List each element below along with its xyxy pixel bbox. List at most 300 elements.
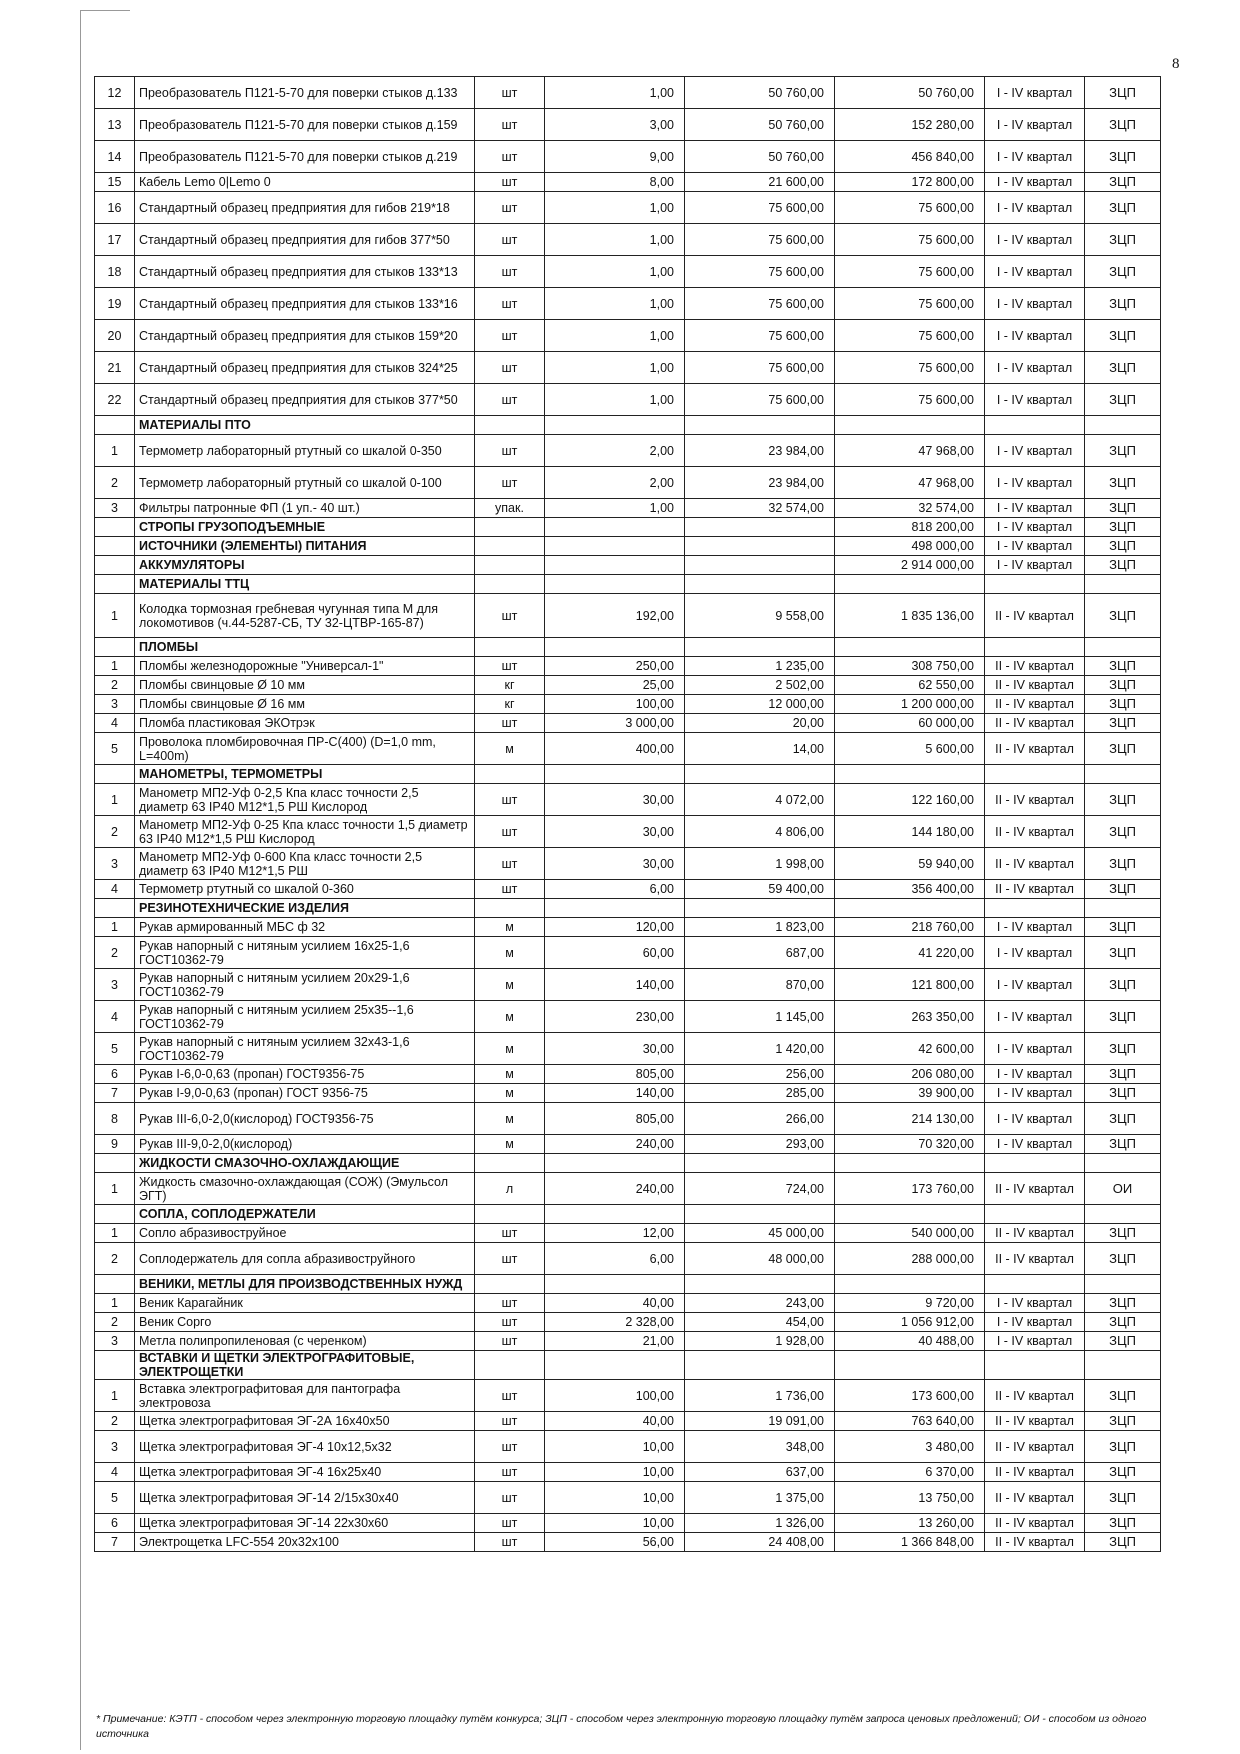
cell-total-sum: 32 574,00	[835, 499, 985, 518]
cell-unit: шт	[475, 224, 545, 256]
cell-row-number: 5	[95, 733, 135, 765]
section-row	[95, 518, 1161, 537]
cell-total-sum: 75 600,00	[835, 384, 985, 416]
cell-item-name: Щетка электрографитовая ЭГ-2А 16х40х50	[135, 1412, 475, 1431]
table-row	[95, 1412, 1161, 1431]
cell-unit-price: 1 235,00	[685, 657, 835, 676]
cell-delivery-period: II - IV квартал	[985, 1173, 1085, 1205]
cell-unit-price: 1 928,00	[685, 1332, 835, 1351]
cell-item-name: Вставка электрографитовая для пантографа электровоза	[135, 1380, 475, 1412]
cell-total-sum: 13 260,00	[835, 1514, 985, 1533]
cell-item-name: Стандартный образец предприятия для стыков 133*13	[135, 256, 475, 288]
table-row	[95, 1294, 1161, 1313]
cell-unit: м	[475, 1001, 545, 1033]
cell-delivery-period: II - IV квартал	[985, 1431, 1085, 1463]
cell-purchase-method: ЗЦП	[1085, 320, 1161, 352]
cell-total-sum	[835, 638, 985, 657]
cell-purchase-method: ЗЦП	[1085, 1084, 1161, 1103]
cell-purchase-method	[1085, 1351, 1161, 1380]
cell-row-number	[95, 638, 135, 657]
cell-delivery-period: I - IV квартал	[985, 192, 1085, 224]
cell-unit-price: 45 000,00	[685, 1224, 835, 1243]
cell-unit-price	[685, 518, 835, 537]
cell-delivery-period	[985, 575, 1085, 594]
cell-purchase-method	[1085, 1275, 1161, 1294]
cell-unit-price: 1 375,00	[685, 1482, 835, 1514]
cell-purchase-method: ЗЦП	[1085, 192, 1161, 224]
cell-unit	[475, 537, 545, 556]
cell-total-sum: 172 800,00	[835, 173, 985, 192]
cell-delivery-period: II - IV квартал	[985, 733, 1085, 765]
cell-item-name: Рукав напорный с нитяным усилием 25х35--1,6 ГОСТ10362-79	[135, 1001, 475, 1033]
cell-purchase-method: ЗЦП	[1085, 657, 1161, 676]
cell-unit: шт	[475, 594, 545, 638]
cell-unit: кг	[475, 695, 545, 714]
cell-quantity	[545, 416, 685, 435]
cell-quantity: 1,00	[545, 499, 685, 518]
cell-item-name: ЖИДКОСТИ СМАЗОЧНО-ОХЛАЖДАЮЩИЕ	[135, 1154, 475, 1173]
cell-purchase-method: ЗЦП	[1085, 1001, 1161, 1033]
cell-delivery-period: I - IV квартал	[985, 918, 1085, 937]
cell-quantity: 100,00	[545, 1380, 685, 1412]
cell-unit: шт	[475, 435, 545, 467]
cell-total-sum: 47 968,00	[835, 467, 985, 499]
cell-unit-price: 50 760,00	[685, 109, 835, 141]
table-body	[95, 77, 1161, 1552]
cell-unit	[475, 1351, 545, 1380]
cell-unit: шт	[475, 1514, 545, 1533]
cell-item-name: Термометр ртутный со шкалой 0-360	[135, 880, 475, 899]
cell-quantity: 10,00	[545, 1463, 685, 1482]
cell-delivery-period: II - IV квартал	[985, 848, 1085, 880]
cell-item-name: Соплодержатель для сопла абразивоструйного	[135, 1243, 475, 1275]
cell-row-number: 1	[95, 1294, 135, 1313]
cell-unit-price: 48 000,00	[685, 1243, 835, 1275]
procurement-table	[94, 76, 1161, 1552]
cell-total-sum: 70 320,00	[835, 1135, 985, 1154]
cell-quantity: 1,00	[545, 192, 685, 224]
cell-delivery-period: I - IV квартал	[985, 1294, 1085, 1313]
cell-item-name: Сопло абразивоструйное	[135, 1224, 475, 1243]
cell-row-number: 1	[95, 1380, 135, 1412]
cell-delivery-period: I - IV квартал	[985, 1135, 1085, 1154]
cell-purchase-method: ЗЦП	[1085, 937, 1161, 969]
cell-quantity: 2,00	[545, 467, 685, 499]
table-row	[95, 695, 1161, 714]
cell-row-number: 1	[95, 435, 135, 467]
cell-item-name: Преобразователь П121-5-70 для поверки стыков д.159	[135, 109, 475, 141]
cell-purchase-method: ЗЦП	[1085, 784, 1161, 816]
cell-unit	[475, 899, 545, 918]
cell-unit: м	[475, 1103, 545, 1135]
cell-row-number: 18	[95, 256, 135, 288]
cell-item-name: Жидкость смазочно-охлаждающая (СОЖ) (Эмульсол ЭГТ)	[135, 1173, 475, 1205]
table-row	[95, 1533, 1161, 1552]
cell-unit-price: 21 600,00	[685, 173, 835, 192]
cell-item-name: Колодка тормозная гребневая чугунная типа М для локомотивов (ч.44-5287-СБ, ТУ 32-ЦТВР-165-87)	[135, 594, 475, 638]
table-row	[95, 384, 1161, 416]
cell-row-number: 6	[95, 1514, 135, 1533]
cell-total-sum: 356 400,00	[835, 880, 985, 899]
cell-row-number	[95, 1351, 135, 1380]
cell-unit	[475, 1275, 545, 1294]
cell-delivery-period: II - IV квартал	[985, 816, 1085, 848]
cell-delivery-period: I - IV квартал	[985, 256, 1085, 288]
cell-unit: м	[475, 969, 545, 1001]
table-row	[95, 467, 1161, 499]
cell-item-name: Рукав III-6,0-2,0(кислород) ГОСТ9356-75	[135, 1103, 475, 1135]
cell-unit: упак.	[475, 499, 545, 518]
cell-purchase-method	[1085, 899, 1161, 918]
cell-row-number: 4	[95, 1001, 135, 1033]
cell-unit: шт	[475, 173, 545, 192]
cell-delivery-period	[985, 416, 1085, 435]
cell-row-number: 7	[95, 1533, 135, 1552]
cell-unit-price: 50 760,00	[685, 141, 835, 173]
scan-edge-top	[80, 10, 130, 11]
cell-quantity: 1,00	[545, 77, 685, 109]
cell-total-sum: 818 200,00	[835, 518, 985, 537]
section-row	[95, 1154, 1161, 1173]
cell-row-number: 1	[95, 594, 135, 638]
cell-total-sum: 75 600,00	[835, 288, 985, 320]
cell-row-number: 9	[95, 1135, 135, 1154]
table-row	[95, 1103, 1161, 1135]
table-row	[95, 77, 1161, 109]
cell-row-number: 3	[95, 1332, 135, 1351]
cell-purchase-method: ЗЦП	[1085, 537, 1161, 556]
cell-total-sum: 288 000,00	[835, 1243, 985, 1275]
cell-unit	[475, 638, 545, 657]
cell-purchase-method: ЗЦП	[1085, 695, 1161, 714]
cell-total-sum	[835, 899, 985, 918]
cell-quantity: 240,00	[545, 1173, 685, 1205]
cell-quantity: 240,00	[545, 1135, 685, 1154]
section-row	[95, 537, 1161, 556]
cell-unit-price	[685, 1351, 835, 1380]
cell-row-number	[95, 518, 135, 537]
cell-total-sum: 152 280,00	[835, 109, 985, 141]
table-row	[95, 848, 1161, 880]
cell-unit: шт	[475, 714, 545, 733]
cell-item-name: Стандартный образец предприятия для стыков 133*16	[135, 288, 475, 320]
cell-quantity: 1,00	[545, 384, 685, 416]
cell-item-name: Щетка электрографитовая ЭГ-4 10х12,5х32	[135, 1431, 475, 1463]
cell-delivery-period: II - IV квартал	[985, 714, 1085, 733]
cell-unit: шт	[475, 77, 545, 109]
cell-unit-price: 32 574,00	[685, 499, 835, 518]
cell-quantity	[545, 765, 685, 784]
cell-purchase-method: ЗЦП	[1085, 1482, 1161, 1514]
cell-unit: м	[475, 918, 545, 937]
cell-quantity: 60,00	[545, 937, 685, 969]
cell-unit: м	[475, 1084, 545, 1103]
table-row	[95, 816, 1161, 848]
cell-unit: шт	[475, 384, 545, 416]
cell-unit: шт	[475, 141, 545, 173]
table-row	[95, 657, 1161, 676]
cell-purchase-method: ЗЦП	[1085, 141, 1161, 173]
cell-row-number: 14	[95, 141, 135, 173]
cell-unit: шт	[475, 1412, 545, 1431]
cell-delivery-period: II - IV квартал	[985, 784, 1085, 816]
cell-total-sum: 1 056 912,00	[835, 1313, 985, 1332]
cell-delivery-period: II - IV квартал	[985, 657, 1085, 676]
cell-purchase-method: ЗЦП	[1085, 1514, 1161, 1533]
cell-item-name: Щетка электрографитовая ЭГ-14 22х30х60	[135, 1514, 475, 1533]
cell-quantity: 120,00	[545, 918, 685, 937]
cell-row-number: 17	[95, 224, 135, 256]
cell-purchase-method: ЗЦП	[1085, 1243, 1161, 1275]
table-row	[95, 499, 1161, 518]
cell-delivery-period: I - IV квартал	[985, 969, 1085, 1001]
cell-item-name: ВСТАВКИ И ЩЕТКИ ЭЛЕКТРОГРАФИТОВЫЕ, ЭЛЕКТРОЩЕТКИ	[135, 1351, 475, 1380]
cell-quantity: 8,00	[545, 173, 685, 192]
cell-quantity: 30,00	[545, 784, 685, 816]
table-row	[95, 1332, 1161, 1351]
cell-row-number: 3	[95, 695, 135, 714]
cell-unit-price: 23 984,00	[685, 467, 835, 499]
cell-total-sum: 122 160,00	[835, 784, 985, 816]
cell-purchase-method: ЗЦП	[1085, 499, 1161, 518]
cell-total-sum: 42 600,00	[835, 1033, 985, 1065]
cell-unit-price: 348,00	[685, 1431, 835, 1463]
cell-purchase-method: ЗЦП	[1085, 384, 1161, 416]
cell-item-name: Стандартный образец предприятия для стыков 159*20	[135, 320, 475, 352]
cell-unit	[475, 1154, 545, 1173]
cell-purchase-method: ЗЦП	[1085, 256, 1161, 288]
cell-purchase-method	[1085, 416, 1161, 435]
cell-unit-price	[685, 638, 835, 657]
cell-purchase-method: ЗЦП	[1085, 1135, 1161, 1154]
cell-total-sum: 498 000,00	[835, 537, 985, 556]
cell-total-sum: 40 488,00	[835, 1332, 985, 1351]
cell-delivery-period: I - IV квартал	[985, 499, 1085, 518]
cell-item-name: Кабель Lemo 0|Lemo 0	[135, 173, 475, 192]
cell-item-name: Пломбы свинцовые Ø 16 мм	[135, 695, 475, 714]
cell-unit: шт	[475, 848, 545, 880]
cell-total-sum: 60 000,00	[835, 714, 985, 733]
cell-unit-price: 1 326,00	[685, 1514, 835, 1533]
cell-quantity: 6,00	[545, 880, 685, 899]
table-row	[95, 1001, 1161, 1033]
cell-unit: м	[475, 733, 545, 765]
cell-total-sum: 308 750,00	[835, 657, 985, 676]
cell-purchase-method: ЗЦП	[1085, 518, 1161, 537]
cell-purchase-method: ЗЦП	[1085, 918, 1161, 937]
cell-quantity: 3,00	[545, 109, 685, 141]
cell-unit-price: 75 600,00	[685, 192, 835, 224]
cell-row-number: 4	[95, 880, 135, 899]
cell-purchase-method	[1085, 1154, 1161, 1173]
cell-item-name: Пломбы свинцовые Ø 10 мм	[135, 676, 475, 695]
cell-quantity: 6,00	[545, 1243, 685, 1275]
cell-purchase-method: ЗЦП	[1085, 848, 1161, 880]
cell-unit: шт	[475, 1313, 545, 1332]
cell-total-sum	[835, 1205, 985, 1224]
cell-delivery-period: I - IV квартал	[985, 109, 1085, 141]
cell-unit: шт	[475, 1294, 545, 1313]
cell-quantity: 2,00	[545, 435, 685, 467]
cell-total-sum: 1 200 000,00	[835, 695, 985, 714]
table-row	[95, 733, 1161, 765]
cell-unit-price: 75 600,00	[685, 320, 835, 352]
cell-unit: шт	[475, 1332, 545, 1351]
cell-delivery-period	[985, 1275, 1085, 1294]
cell-quantity: 230,00	[545, 1001, 685, 1033]
cell-item-name: Стандартный образец предприятия для гибов 219*18	[135, 192, 475, 224]
cell-delivery-period	[985, 1154, 1085, 1173]
cell-item-name: СОПЛА, СОПЛОДЕРЖАТЕЛИ	[135, 1205, 475, 1224]
cell-unit: л	[475, 1173, 545, 1205]
cell-purchase-method	[1085, 1205, 1161, 1224]
section-row	[95, 1351, 1161, 1380]
cell-row-number	[95, 765, 135, 784]
cell-total-sum: 173 760,00	[835, 1173, 985, 1205]
cell-purchase-method: ЗЦП	[1085, 816, 1161, 848]
table-row	[95, 1135, 1161, 1154]
cell-delivery-period: II - IV квартал	[985, 1243, 1085, 1275]
cell-item-name: АККУМУЛЯТОРЫ	[135, 556, 475, 575]
cell-quantity	[545, 556, 685, 575]
cell-purchase-method: ЗЦП	[1085, 1065, 1161, 1084]
table-row	[95, 435, 1161, 467]
cell-total-sum: 6 370,00	[835, 1463, 985, 1482]
cell-delivery-period: II - IV квартал	[985, 1380, 1085, 1412]
cell-quantity	[545, 1154, 685, 1173]
cell-unit	[475, 575, 545, 594]
cell-delivery-period: I - IV квартал	[985, 288, 1085, 320]
table-row	[95, 969, 1161, 1001]
cell-total-sum	[835, 765, 985, 784]
cell-purchase-method: ЗЦП	[1085, 109, 1161, 141]
cell-row-number: 6	[95, 1065, 135, 1084]
cell-row-number: 1	[95, 918, 135, 937]
cell-row-number: 12	[95, 77, 135, 109]
cell-delivery-period: II - IV квартал	[985, 1463, 1085, 1482]
section-row	[95, 416, 1161, 435]
cell-delivery-period: I - IV квартал	[985, 173, 1085, 192]
cell-unit-price: 75 600,00	[685, 224, 835, 256]
cell-total-sum: 13 750,00	[835, 1482, 985, 1514]
cell-unit-price: 2 502,00	[685, 676, 835, 695]
cell-purchase-method: ЗЦП	[1085, 1224, 1161, 1243]
cell-total-sum	[835, 1351, 985, 1380]
cell-delivery-period: I - IV квартал	[985, 1313, 1085, 1332]
cell-delivery-period: I - IV квартал	[985, 141, 1085, 173]
cell-quantity: 10,00	[545, 1514, 685, 1533]
cell-total-sum: 121 800,00	[835, 969, 985, 1001]
cell-total-sum	[835, 1275, 985, 1294]
cell-row-number: 4	[95, 1463, 135, 1482]
cell-row-number	[95, 556, 135, 575]
cell-row-number: 2	[95, 676, 135, 695]
cell-unit-price: 256,00	[685, 1065, 835, 1084]
section-row	[95, 556, 1161, 575]
cell-row-number: 15	[95, 173, 135, 192]
cell-item-name: Пломбы железнодорожные "Универсал-1"	[135, 657, 475, 676]
cell-unit-price	[685, 1275, 835, 1294]
table-row	[95, 141, 1161, 173]
table-row	[95, 109, 1161, 141]
cell-delivery-period: I - IV квартал	[985, 384, 1085, 416]
cell-unit	[475, 765, 545, 784]
cell-purchase-method: ЗЦП	[1085, 1533, 1161, 1552]
cell-delivery-period: I - IV квартал	[985, 467, 1085, 499]
cell-total-sum	[835, 1154, 985, 1173]
cell-quantity: 21,00	[545, 1332, 685, 1351]
cell-quantity	[545, 537, 685, 556]
cell-item-name: МАТЕРИАЛЫ ПТО	[135, 416, 475, 435]
cell-unit: шт	[475, 1243, 545, 1275]
cell-purchase-method: ЗЦП	[1085, 714, 1161, 733]
cell-total-sum: 75 600,00	[835, 320, 985, 352]
table-row	[95, 1243, 1161, 1275]
cell-unit-price: 14,00	[685, 733, 835, 765]
cell-total-sum: 763 640,00	[835, 1412, 985, 1431]
cell-row-number: 2	[95, 1243, 135, 1275]
cell-item-name: Манометр МП2-Уф 0-25 Кпа класс точности 1,5 диаметр 63 IP40 M12*1,5 РШ Кислород	[135, 816, 475, 848]
cell-quantity: 805,00	[545, 1103, 685, 1135]
cell-quantity: 25,00	[545, 676, 685, 695]
cell-total-sum: 5 600,00	[835, 733, 985, 765]
cell-quantity: 10,00	[545, 1431, 685, 1463]
cell-quantity: 9,00	[545, 141, 685, 173]
cell-unit-price: 1 420,00	[685, 1033, 835, 1065]
cell-delivery-period: I - IV квартал	[985, 1033, 1085, 1065]
section-row	[95, 765, 1161, 784]
cell-unit: шт	[475, 1482, 545, 1514]
cell-unit-price: 19 091,00	[685, 1412, 835, 1431]
cell-total-sum: 214 130,00	[835, 1103, 985, 1135]
cell-unit: шт	[475, 816, 545, 848]
cell-purchase-method: ЗЦП	[1085, 173, 1161, 192]
cell-delivery-period: I - IV квартал	[985, 1103, 1085, 1135]
cell-total-sum: 9 720,00	[835, 1294, 985, 1313]
cell-row-number: 2	[95, 1412, 135, 1431]
cell-quantity: 30,00	[545, 1033, 685, 1065]
cell-unit: м	[475, 1033, 545, 1065]
cell-unit-price: 870,00	[685, 969, 835, 1001]
cell-total-sum: 50 760,00	[835, 77, 985, 109]
cell-unit	[475, 518, 545, 537]
cell-total-sum: 540 000,00	[835, 1224, 985, 1243]
cell-item-name: Термометр лабораторный ртутный со шкалой 0-350	[135, 435, 475, 467]
cell-unit-price: 454,00	[685, 1313, 835, 1332]
cell-quantity: 56,00	[545, 1533, 685, 1552]
cell-row-number	[95, 537, 135, 556]
cell-unit: кг	[475, 676, 545, 695]
cell-delivery-period: II - IV квартал	[985, 676, 1085, 695]
cell-unit	[475, 1205, 545, 1224]
cell-quantity: 1,00	[545, 256, 685, 288]
cell-delivery-period: II - IV квартал	[985, 1412, 1085, 1431]
cell-unit: шт	[475, 1463, 545, 1482]
cell-row-number: 5	[95, 1033, 135, 1065]
cell-unit-price: 24 408,00	[685, 1533, 835, 1552]
cell-item-name: РЕЗИНОТЕХНИЧЕСКИЕ ИЗДЕЛИЯ	[135, 899, 475, 918]
cell-delivery-period: II - IV квартал	[985, 880, 1085, 899]
cell-delivery-period: I - IV квартал	[985, 435, 1085, 467]
cell-quantity	[545, 1275, 685, 1294]
cell-purchase-method: ЗЦП	[1085, 352, 1161, 384]
cell-item-name: Стандартный образец предприятия для гибов 377*50	[135, 224, 475, 256]
cell-row-number	[95, 575, 135, 594]
table-row	[95, 1084, 1161, 1103]
cell-unit-price: 75 600,00	[685, 256, 835, 288]
cell-quantity	[545, 518, 685, 537]
cell-item-name: Преобразователь П121-5-70 для поверки стыков д.133	[135, 77, 475, 109]
